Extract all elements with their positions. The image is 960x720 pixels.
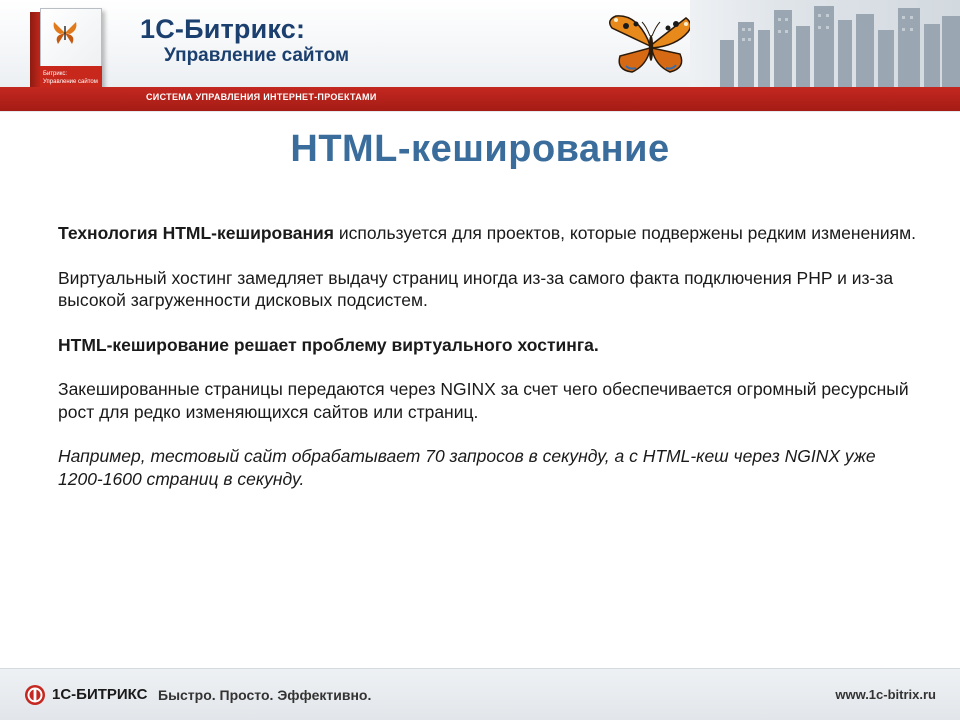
paragraph-1: [58, 222, 918, 245]
butterfly-small-icon: [50, 18, 80, 48]
paragraph-2: Виртуальный хостинг замедляет выдачу страниц иногда из-за самого факта подключения PHP и из-за высокой загруженности дисковых подсистем.: [58, 267, 894, 310]
tagline: СИСТЕМА УПРАВЛЕНИЯ ИНТЕРНЕТ-ПРОЕКТАМИ: [146, 92, 377, 102]
footer-slogan: Быстро. Просто. Эффективно.: [158, 687, 372, 703]
bitrix-logo-icon: [24, 684, 46, 706]
paragraph-3-bold: HTML-кеширование решает проблему виртуального хостинга.: [58, 334, 599, 355]
brand-subtitle: Управление сайтом: [164, 45, 350, 66]
butterfly-icon: [606, 10, 692, 80]
paragraph-4: Закешированные страницы передаются через NGINX за счет чего обеспечивается огромный ресурсный рост для редко изменяющихся сайтов или страниц.: [58, 379, 909, 422]
city-skyline-icon: [690, 0, 960, 90]
footer-brand: 1С-БИТРИКС: [52, 686, 148, 703]
paragraph-3: [58, 334, 918, 357]
footer-url[interactable]: www.1c-bitrix.ru: [835, 687, 936, 702]
paragraph-5: Например, тестовый сайт обрабатывает 70 запросов в секунду, а с HTML-кеш через NGINX уже 1200-1600 страниц в секунду.: [58, 446, 876, 489]
tagline-bar: [0, 87, 960, 111]
slide-content: [58, 222, 918, 512]
slide-title: HTML-кеширование: [290, 128, 670, 170]
brand-title: 1С-Битрикс:: [140, 14, 306, 44]
paragraph-1-bold: Технология HTML-кеширования: [58, 223, 335, 243]
paragraph-1-rest: используется для проектов, которые подвержены редким изменениям.: [334, 223, 917, 243]
box-label: Битрикс: Управление сайтом: [43, 71, 98, 85]
